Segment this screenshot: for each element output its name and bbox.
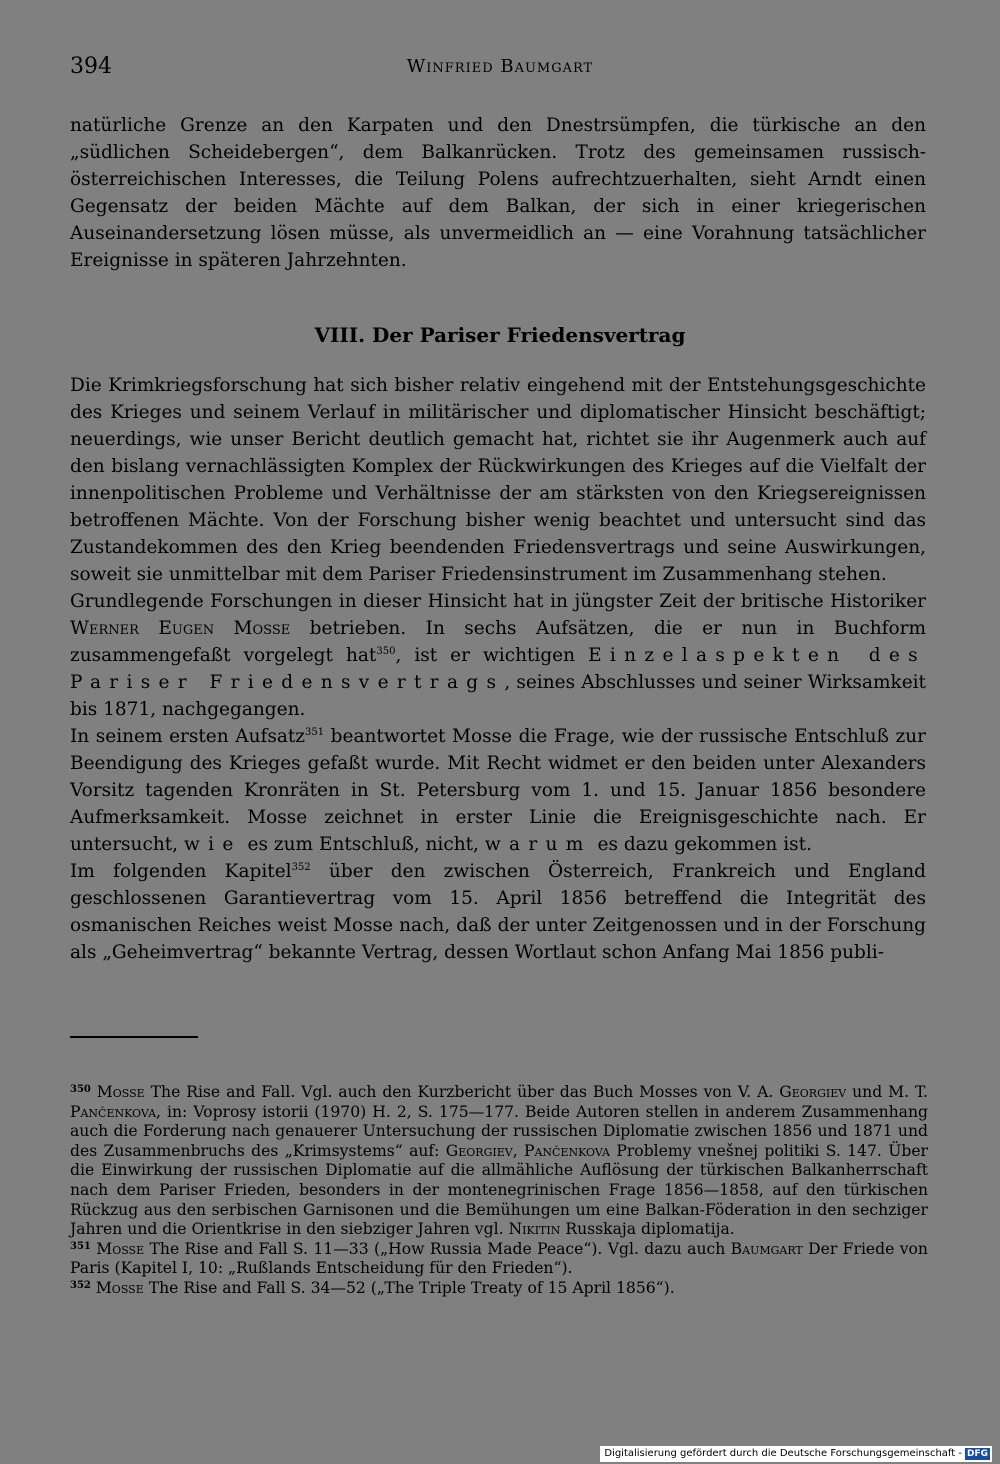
- text-run: In seinem ersten Aufsatz: [70, 726, 306, 747]
- digitization-footer: [600, 1446, 992, 1462]
- footnote-352: [70, 1279, 928, 1299]
- spaced-emphasis: wie: [183, 834, 242, 855]
- text-run: Problemy vnešnej politiki S. 147. Über die Einwirkung der russischen Diplomatie auf die allmähliche Auflösung der türkischen Balkanherrschaft nach dem Pariser Frieden, besonders in der montenegrinischen Frage 1856—1858, auf den türkischen Rückzug aus den serbischen Garnisonen und die Bemühungen um eine Balkan-Föderation in den sechziger Jahren und die Orientkrise in den siebziger Jahren vgl.: [70, 1141, 929, 1239]
- author-name: Mosse: [96, 1083, 145, 1101]
- dfg-logo-icon: DFG: [966, 1449, 988, 1459]
- text-run: betrieben. In sechs Aufsätzen, die er nun in Buchform zusammengefaßt vorgelegt hat: [70, 618, 926, 666]
- footnote-number: 352: [70, 1279, 91, 1291]
- text-run: The Rise and Fall S. 11—33 („How Russia Made Peace“). Vgl. dazu auch: [149, 1239, 726, 1258]
- text-run: Der Friede von Paris (Kapitel I, 10: „Rußlands Entscheidung für den Frieden“).: [70, 1239, 928, 1278]
- footnote-number: 351: [70, 1240, 91, 1252]
- footnote-351: [70, 1240, 928, 1279]
- running-head: Winfried Baumgart: [406, 56, 594, 77]
- footnote-ref-351[interactable]: 351: [305, 727, 325, 738]
- text-run: und: [852, 1083, 883, 1101]
- text-run: The Rise and Fall. Vgl. auch den Kurzbericht über das Buch Mosses von: [150, 1083, 732, 1101]
- paragraph-2: [70, 588, 926, 723]
- text-run: , in: Voprosy istorii (1970) H. 2, S. 175—177. Beide Autoren stellen in anderem Zusammenhang auch die Forderung nach genauerer Untersuchung der russischen Diplomatie zwischen 1856 und 1871 und des Zusammenbruchs des „Krimsystems“ auf:: [70, 1102, 928, 1160]
- footnote-350: [70, 1083, 928, 1240]
- intro-paragraph: natürliche Grenze an den Karpaten und den Dnestrsümpfen, die türkische an den „südlichen Scheidebergen“, dem Balkanrücken. Trotz des gemeinsamen russisch-österreichischen Interesses, die Teilung Polens aufrechtzuerhalten, sieht Arndt einen Gegensatz der beiden Mächte auf dem Balkan, der sich in einer kriegerischen Auseinandersetzung lösen müsse, als unvermeidlich an — eine Vorahnung tatsächlicher Ereignisse in späteren Jahrzehnten.: [70, 115, 926, 271]
- footnote-number: 350: [70, 1084, 91, 1095]
- text-run: es dazu gekommen ist.: [597, 834, 812, 855]
- author-name: Baumgart: [730, 1239, 803, 1258]
- text-run: beantwortet Mosse die Frage, wie der russische Entschluß zur Beendigung des Krieges gefaßt wurde. Mit Recht widmet er den beiden unter Alexanders Vorsitz tagenden Kronräten in St. Petersburg vom 1. und 15. Januar 1856 besondere Aufmerksamkeit. Mosse zeichnet in erster Linie die Ereignisgeschichte nach. Er untersucht,: [70, 726, 926, 855]
- author-name: V. A. Georgiev: [737, 1083, 847, 1101]
- author-name: M. T. Pančenkova: [70, 1083, 929, 1121]
- section-body: [70, 372, 926, 966]
- text-run: Im folgenden Kapitel: [70, 861, 292, 882]
- author-name: Werner Eugen Mosse: [70, 618, 291, 639]
- page-header: [70, 54, 930, 86]
- text-run: über den zwischen Österreich, Frankreich und England geschlossenen Garantievertrag vom 15. April 1856 betreffend die Integrität des osmanischen Reiches weist Mosse nach, daß der unter Zeitgenossen und in der Forschung als „Geheimvertrag“ bekannte Vertrag, dessen Wortlaut schon Anfang Mai 1856 publi-: [70, 861, 926, 963]
- author-name: Mosse: [96, 1239, 145, 1258]
- page-number: 394: [70, 54, 112, 79]
- text-run: Grundlegende Forschungen in dieser Hinsicht hat in jüngster Zeit der britische Historiker: [70, 591, 926, 612]
- spaced-emphasis: Einzelaspekten des Pariser Friedensvertrags: [70, 645, 926, 693]
- text-run: The Rise and Fall S. 34—52 („The Triple Treaty of 15 April 1856“).: [148, 1278, 675, 1297]
- footnote-separator: [70, 1036, 198, 1038]
- author-name: Georgiev, Pančenkova: [445, 1141, 611, 1160]
- footnotes: [70, 1083, 928, 1299]
- paragraph-3: [70, 723, 926, 858]
- footnote-ref-352[interactable]: 352: [291, 862, 311, 873]
- text-run: , ist er wichtigen: [395, 645, 576, 666]
- text-run: Russkaja diplomatija.: [565, 1220, 735, 1239]
- text-run: es zum Entschluß, nicht,: [247, 834, 479, 855]
- author-name: Nikitin: [508, 1220, 561, 1239]
- text-run: , seines Abschlusses und seiner Wirksamkeit bis 1871, nachgegangen.: [70, 672, 926, 720]
- spaced-emphasis: warum: [484, 834, 592, 855]
- author-name: Mosse: [95, 1278, 144, 1297]
- section-heading: VIII. Der Pariser Friedensvertrag: [314, 323, 686, 347]
- paragraph-4: [70, 858, 926, 966]
- paragraph-1: Die Krimkriegsforschung hat sich bisher relativ eingehend mit der Entstehungsgeschichte des Krieges und seinem Verlauf in militärischer und diplomatischer Hinsicht beschäftigt; neuerdings, wie unser Bericht deutlich gemacht hat, richtet sie ihr Augenmerk auch auf den bislang vernachlässigten Komplex der Rückwirkungen des Krieges auf die Vielfalt der innenpolitischen Probleme und Verhältnisse der am stärksten von den Kriegsereignissen betroffenen Mächte. Von der Forschung bisher wenig beachtet und untersucht sind das Zustandekommen des den Krieg beendenden Friedensvertrags und seine Auswirkungen, soweit sie unmittelbar mit dem Pariser Friedensinstrument im Zusammenhang stehen.: [70, 375, 926, 585]
- footer-text: Digitalisierung gefördert durch die Deutsche Forschungsgemeinschaft -: [604, 1448, 962, 1459]
- footnote-ref-350[interactable]: 350: [376, 646, 396, 657]
